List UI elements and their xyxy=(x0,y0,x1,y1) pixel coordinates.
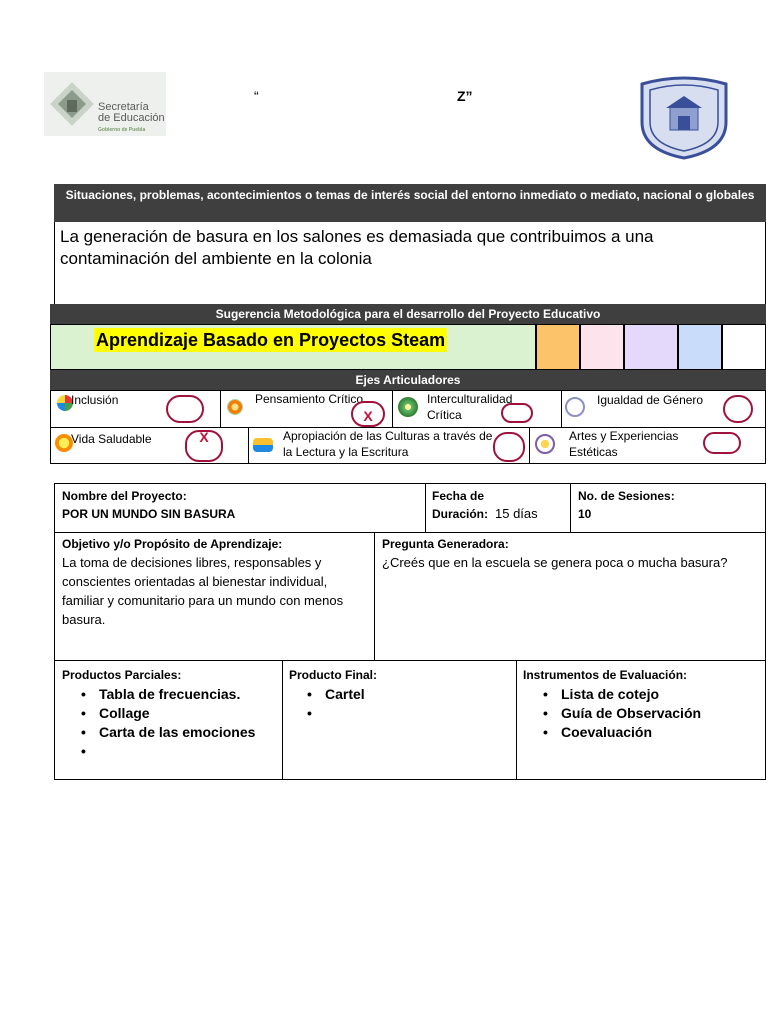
school-seal-icon xyxy=(634,76,734,160)
color-cell-white xyxy=(722,324,766,370)
ejes-row-2 xyxy=(50,428,766,464)
eje-interculturalidad-checkbox[interactable] xyxy=(501,403,533,423)
eje-igualdad: Igualdad de Género xyxy=(597,393,704,407)
eje-artes: Artes y Experiencias Estéticas xyxy=(569,429,679,459)
color-cell-orange xyxy=(536,324,580,370)
eje-igualdad-checkbox[interactable] xyxy=(723,395,753,423)
ejes-heading: Ejes Articuladores xyxy=(50,370,766,390)
eje-pensamiento: Pensamiento Crítico xyxy=(255,392,364,406)
parciales-label: Productos Parciales: xyxy=(62,668,182,682)
instrumentos-list xyxy=(541,685,761,742)
list-item: • Tabla de frecuencias. xyxy=(79,685,279,704)
eje-vida-mark: X xyxy=(199,429,209,445)
eje-inclusion-checkbox[interactable] xyxy=(166,395,204,423)
final-label: Producto Final: xyxy=(289,668,377,682)
title-quote-open: “ xyxy=(254,88,259,104)
list-item xyxy=(79,742,279,761)
logo-text-1: Secretaría xyxy=(98,101,149,113)
color-cell-blue xyxy=(678,324,722,370)
nombre-value: POR UN MUNDO SIN BASURA xyxy=(62,507,236,521)
eje-vida: Vida Saludable xyxy=(71,432,152,446)
eje-pensamiento-mark: X xyxy=(363,408,373,424)
eje-lectura-checkbox[interactable] xyxy=(493,432,525,462)
sugerencia-heading: Sugerencia Metodológica para el desarrollo del Proyecto Educativo xyxy=(50,304,766,324)
list-item: • Cartel xyxy=(305,685,505,704)
sesiones-value: 10 xyxy=(578,507,592,521)
color-cell-pink xyxy=(580,324,624,370)
situaciones-text: La generación de basura en los salones es demasiada que contribuimos a una contaminación del ambiente en la colonia xyxy=(60,227,654,268)
duracion-label: Duración: xyxy=(432,507,489,521)
duracion-value: 15 días xyxy=(495,506,538,521)
color-cell-lavender xyxy=(624,324,678,370)
final-list xyxy=(305,685,505,723)
secretaria-emblem-icon xyxy=(50,78,94,130)
artes-icon xyxy=(535,434,555,454)
eje-interculturalidad: Interculturalidad Crítica xyxy=(427,392,513,422)
sesiones-label: No. de Sesiones: xyxy=(578,489,675,503)
list-item: • Carta de las emociones xyxy=(79,723,279,742)
method-label: Aprendizaje Basado en Proyectos Steam xyxy=(96,330,446,350)
interculturalidad-icon xyxy=(398,397,418,417)
ejes-row-1 xyxy=(50,390,766,428)
list-item: • Coevaluación xyxy=(541,723,761,742)
pregunta-value: ¿Creés que en la escuela se genera poca o mucha basura? xyxy=(382,555,728,570)
objetivo-label: Objetivo y/o Propósito de Aprendizaje: xyxy=(62,537,283,551)
logo-text-2: de Educación xyxy=(98,112,165,124)
project-table xyxy=(54,483,766,780)
list-item: • Lista de cotejo xyxy=(541,685,761,704)
list-item: • Collage xyxy=(79,704,279,723)
secretaria-logo xyxy=(44,72,166,136)
eje-artes-checkbox[interactable] xyxy=(703,432,741,454)
pensamiento-icon xyxy=(227,399,243,415)
logo-text-3: Gobierno de Puebla xyxy=(98,127,146,133)
objetivo-value: La toma de decisiones libres, responsables y conscientes orientadas al bienestar individual, familiar y comunitario para un mundo con menos basura. xyxy=(62,555,344,627)
eje-lectura: Apropiación de las Culturas a través de la Lectura y la Escritura xyxy=(283,429,493,459)
title-quote-close: Z” xyxy=(457,88,473,104)
situaciones-heading: Situaciones, problemas, acontecimientos o temas de interés social del entorno inmediato o mediato, nacional o globales xyxy=(54,184,766,222)
list-item xyxy=(305,704,505,723)
instrumentos-label: Instrumentos de Evaluación: xyxy=(523,668,688,682)
eje-inclusion: Inclusión xyxy=(71,393,119,407)
fecha-label: Fecha de xyxy=(432,489,485,503)
parciales-list xyxy=(79,685,279,761)
igualdad-icon xyxy=(565,397,585,417)
lectura-icon xyxy=(253,438,273,452)
list-item: • Guía de Observación xyxy=(541,704,761,723)
nombre-label: Nombre del Proyecto: xyxy=(62,489,187,503)
pregunta-label: Pregunta Generadora: xyxy=(382,537,509,551)
